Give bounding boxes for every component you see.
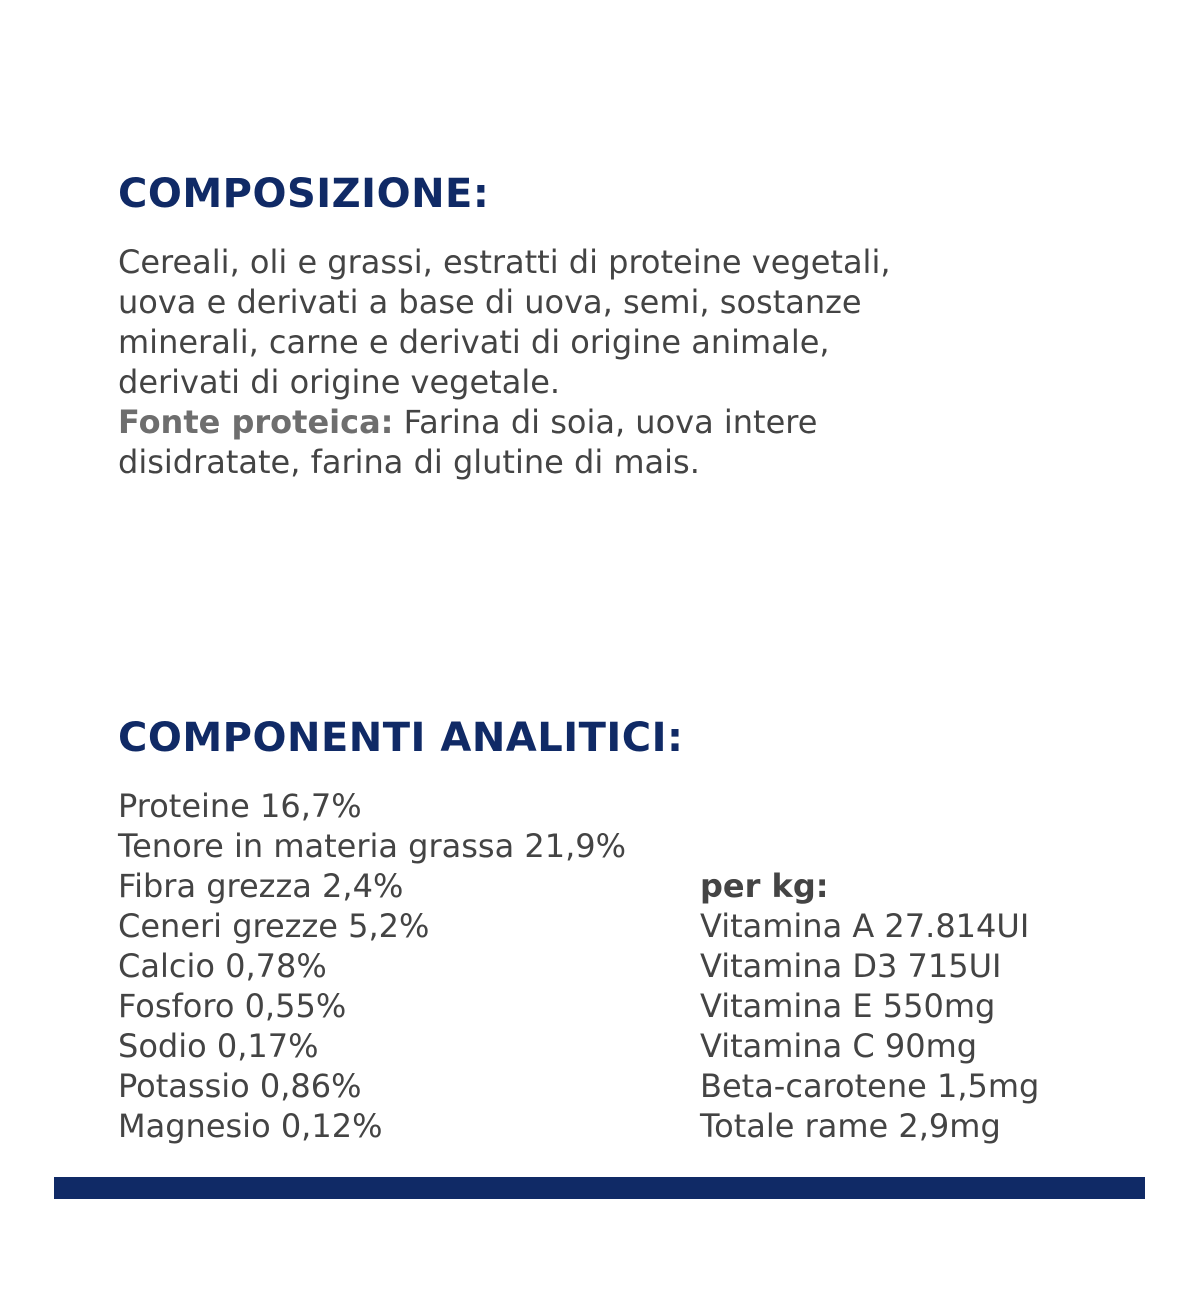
analytic-item: Tenore in materia grassa 21,9% bbox=[118, 827, 627, 865]
protein-source-line-2: disidratate, farina di glutine di mais. bbox=[118, 443, 700, 481]
composition-line: derivati di origine vegetale. bbox=[118, 363, 561, 401]
analytic-item: Fibra grezza 2,4% bbox=[118, 867, 404, 905]
analytic-list bbox=[118, 786, 626, 1146]
analytic-item: Fosforo 0,55% bbox=[118, 987, 347, 1025]
footer-bar bbox=[54, 1177, 1145, 1199]
vitamin-item: Beta-carotene 1,5mg bbox=[700, 1067, 1040, 1105]
protein-source-text: Farina di soia, uova intere bbox=[393, 403, 818, 441]
vitamin-item: Vitamina A 27.814UI bbox=[700, 907, 1030, 945]
analytic-item: Proteine 16,7% bbox=[118, 787, 362, 825]
composition-heading: COMPOSIZIONE: bbox=[118, 171, 490, 217]
vitamin-item: Vitamina C 90mg bbox=[700, 1027, 978, 1065]
vitamin-item: Totale rame 2,9mg bbox=[700, 1107, 1001, 1145]
composition-line: minerali, carne e derivati di origine animale, bbox=[118, 323, 830, 361]
vitamin-item: Vitamina D3 715UI bbox=[700, 947, 1002, 985]
composition-line: uova e derivati a base di uova, semi, sostanze bbox=[118, 283, 862, 321]
vitamin-list bbox=[700, 866, 1039, 1146]
per-kg-label: per kg: bbox=[700, 867, 829, 905]
analytic-heading: COMPONENTI ANALITICI: bbox=[118, 715, 684, 761]
protein-source-label: Fonte proteica: bbox=[118, 403, 394, 441]
composition-text bbox=[118, 242, 1118, 482]
composition-line: Cereali, oli e grassi, estratti di proteine vegetali, bbox=[118, 243, 891, 281]
vitamin-item: Vitamina E 550mg bbox=[700, 987, 996, 1025]
analytic-item: Sodio 0,17% bbox=[118, 1027, 319, 1065]
analytic-item: Magnesio 0,12% bbox=[118, 1107, 383, 1145]
protein-source-line bbox=[118, 402, 1118, 442]
analytic-item: Ceneri grezze 5,2% bbox=[118, 907, 430, 945]
analytic-item: Potassio 0,86% bbox=[118, 1067, 362, 1105]
analytic-item: Calcio 0,78% bbox=[118, 947, 327, 985]
